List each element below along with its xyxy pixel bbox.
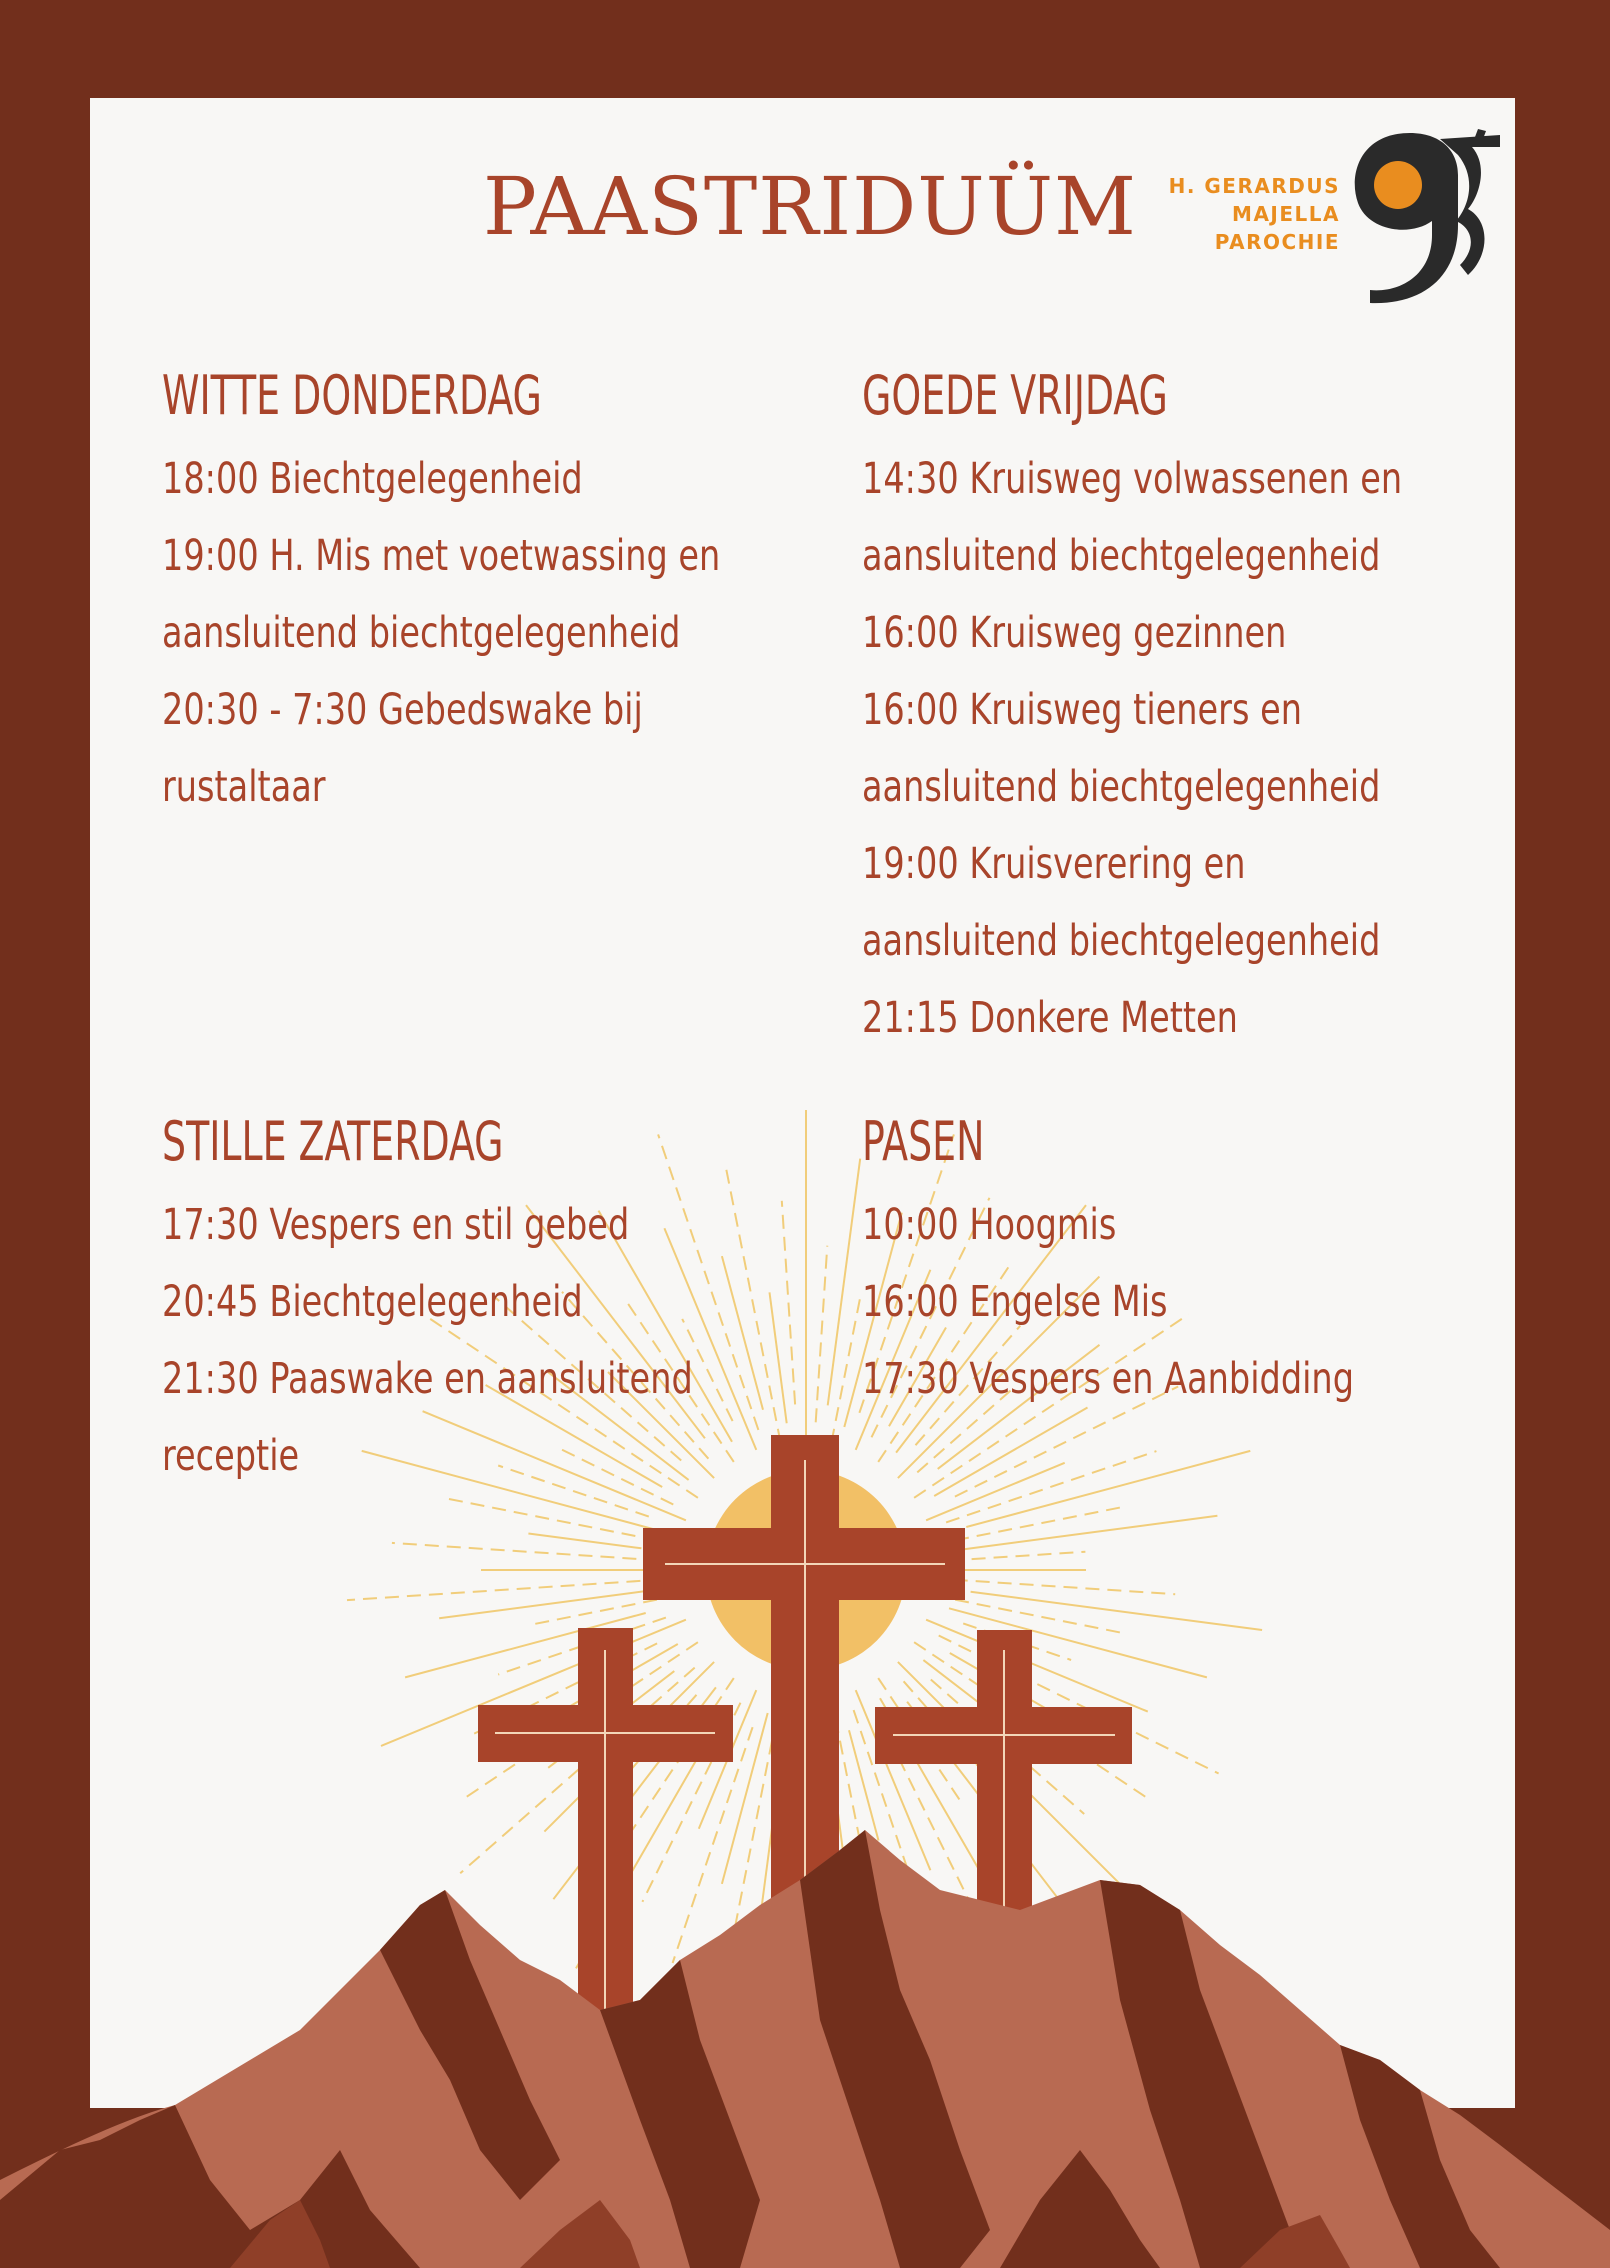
schedule-line: rustaltaar <box>162 762 326 812</box>
schedule-line: 19:00 Kruisverering en <box>862 839 1246 889</box>
schedule-line: aansluitend biechtgelegenheid <box>162 608 681 658</box>
schedule-line: 17:30 Vespers en stil gebed <box>162 1200 630 1250</box>
schedule-line: 10:00 Hoogmis <box>862 1200 1117 1250</box>
parish-logo-icon <box>1340 125 1510 305</box>
section-pasen <box>862 1111 1493 1418</box>
schedule-line: 21:30 Paaswake en aansluitend <box>162 1354 693 1404</box>
schedule-line: 20:45 Biechtgelegenheid <box>162 1277 583 1327</box>
parish-name <box>1150 172 1340 256</box>
page-title: PAASTRIDUÜM <box>483 160 1137 253</box>
schedule-line: 16:00 Kruisweg gezinnen <box>862 608 1287 658</box>
schedule-line: 16:00 Engelse Mis <box>862 1277 1168 1327</box>
schedule-line: 17:30 Vespers en Aanbidding <box>862 1354 1354 1404</box>
schedule-line: 14:30 Kruisweg volwassenen en <box>862 454 1403 504</box>
schedule-line: 19:00 H. Mis met voetwassing en <box>162 531 721 581</box>
section-stille-zaterdag <box>162 1111 842 1495</box>
section-witte-donderdag <box>162 365 878 826</box>
day-heading: STILLE ZATERDAG <box>162 1110 504 1173</box>
schedule-line: 20:30 - 7:30 Gebedswake bij <box>162 685 643 735</box>
schedule-line: 18:00 Biechtgelegenheid <box>162 454 583 504</box>
parish-name-line: PAROCHIE <box>1214 230 1340 254</box>
day-heading: PASEN <box>862 1110 985 1173</box>
section-goede-vrijdag <box>862 365 1554 1057</box>
day-heading: GOEDE VRIJDAG <box>862 364 1168 427</box>
schedule-line: aansluitend biechtgelegenheid <box>862 531 1381 581</box>
day-heading: WITTE DONDERDAG <box>162 364 542 427</box>
parish-name-line: MAJELLA <box>1232 202 1340 226</box>
schedule-line: aansluitend biechtgelegenheid <box>862 762 1381 812</box>
schedule-line: 16:00 Kruisweg tieners en <box>862 685 1302 735</box>
schedule-line: receptie <box>162 1431 300 1481</box>
schedule-line: aansluitend biechtgelegenheid <box>862 916 1381 966</box>
parish-name-line: H. GERARDUS <box>1168 174 1340 198</box>
schedule-line: 21:15 Donkere Metten <box>862 993 1238 1043</box>
